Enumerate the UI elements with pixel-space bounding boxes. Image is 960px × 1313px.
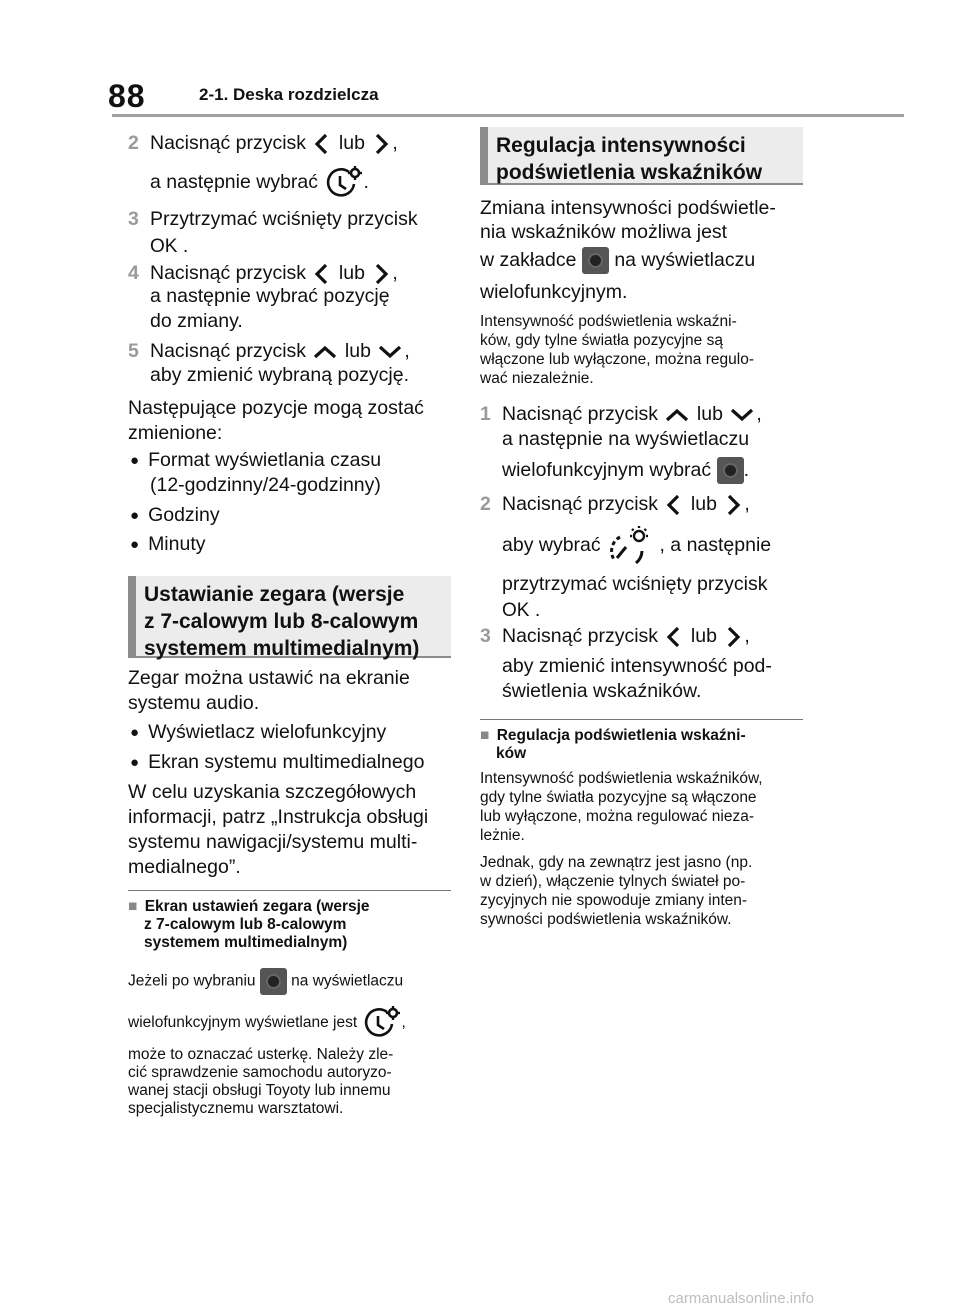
chevron-up-icon xyxy=(311,341,339,363)
paragraph: zmienione: xyxy=(128,422,223,444)
chevron-up-icon xyxy=(663,404,691,426)
note-text: Jeżeli po wybraniu xyxy=(128,972,256,990)
lub-text: lub xyxy=(338,132,365,154)
step-text: aby wybrać xyxy=(502,534,601,557)
header-rule xyxy=(112,114,904,117)
chevron-right-icon xyxy=(722,624,744,650)
chevron-right-icon xyxy=(370,131,392,157)
step-text: Nacisnąć przycisk xyxy=(502,403,659,425)
chevron-right-icon xyxy=(722,492,744,518)
subsection-heading xyxy=(480,727,803,763)
note-text: może to oznaczać usterkę. Należy zle- xyxy=(128,1046,394,1063)
divider xyxy=(128,890,451,891)
note-text: wanej stacji obsługi Toyoty lub innemu xyxy=(128,1082,391,1099)
settings-tab-icon xyxy=(260,968,287,995)
paragraph: Zmiana intensywności podświetle- xyxy=(480,197,776,219)
bullet-item: ● Ekran systemu multimedialnego xyxy=(130,749,424,776)
period: . xyxy=(182,235,189,257)
brightness-adjust-icon xyxy=(606,525,654,567)
clock-settings-icon xyxy=(323,166,363,200)
note-text: zycyjnych nie spowoduje zmiany inten- xyxy=(480,892,748,909)
step-text: przytrzymać wciśnięty przycisk xyxy=(502,573,768,595)
paragraph: Zegar można ustawić na ekranie xyxy=(128,667,410,689)
step-number: 2 xyxy=(480,493,491,515)
comma: , xyxy=(401,1014,406,1032)
sub-line: z 7-calowym lub 8-calowym xyxy=(144,916,347,933)
paragraph: systemu nawigacji/systemu multi- xyxy=(128,831,418,853)
step-text: Nacisnąć przycisk xyxy=(502,493,659,515)
step-number: 5 xyxy=(128,340,139,362)
note-text: specjalistycznemu warsztatowi. xyxy=(128,1100,344,1117)
step-text: a następnie na wyświetlaczu xyxy=(502,428,750,450)
comma: , xyxy=(756,403,762,425)
page-number: 88 xyxy=(108,78,146,114)
lub-text: lub xyxy=(338,262,365,284)
bullet-item-cont: (12-godzinny/24-godzinny) xyxy=(150,474,381,496)
step-number: 3 xyxy=(128,208,139,230)
paragraph xyxy=(480,247,755,274)
settings-tab-icon xyxy=(717,457,744,484)
step-text: , a następnie xyxy=(659,534,772,557)
chevron-left-icon xyxy=(663,492,685,518)
step-text: aby zmienić intensywność pod- xyxy=(502,655,772,677)
note-text: lub wyłączone, można regulować nieza- xyxy=(480,808,754,825)
note-text: gdy tylne światła pozycyjne są włączone xyxy=(480,789,757,806)
paragraph: informacji, patrz „Instrukcja obsługi xyxy=(128,806,429,828)
note-text: Jednak, gdy na zewnątrz jest jasno (np. xyxy=(480,854,753,871)
bullet-item: ● Godziny xyxy=(130,502,220,529)
divider xyxy=(480,719,803,720)
paragraph: nia wskaźników możliwa jest xyxy=(480,221,728,243)
bullet-item: ● Format wyświetlania czasu xyxy=(130,447,381,474)
step-text: do zmiany. xyxy=(150,310,243,332)
step-text: a następnie wybrać xyxy=(150,171,319,194)
note-text: Intensywność podświetlenia wskaźni- xyxy=(480,313,737,330)
paragraph: Następujące pozycje mogą zostać xyxy=(128,397,424,419)
period: . xyxy=(363,171,369,194)
sub-line: Ekran ustawień zegara (wersje xyxy=(144,898,370,915)
paragraph: wielofunkcyjnym. xyxy=(480,281,628,303)
box-line: Ustawianie zegara (wersje xyxy=(144,583,405,606)
note-text: na wyświetlaczu xyxy=(291,972,404,990)
note-text: Intensywność podświetlenia wskaźników, xyxy=(480,770,763,787)
chevron-down-icon xyxy=(376,341,404,363)
box-line: podświetlenia wskaźników xyxy=(496,161,763,184)
step-text: świetlenia wskaźników. xyxy=(502,680,702,702)
period: . xyxy=(534,599,541,621)
step-text: Nacisnąć przycisk xyxy=(502,625,659,647)
period: . xyxy=(743,459,749,481)
step-number: 1 xyxy=(480,403,491,425)
step-text: aby zmienić wybraną pozycję. xyxy=(150,364,410,386)
subsection-heading xyxy=(128,898,451,952)
sub-line: ków xyxy=(496,745,527,762)
step-text: Nacisnąć przycisk xyxy=(150,340,307,362)
paragraph: W celu uzyskania szczegółowych xyxy=(128,781,417,803)
note-text: cić sprawdzenie samochodu autoryzo- xyxy=(128,1064,392,1081)
step-text: Nacisnąć przycisk xyxy=(150,132,307,154)
comma: , xyxy=(392,132,398,154)
note-text: włączone lub wyłączone, można regulo- xyxy=(480,351,754,368)
step-number: 3 xyxy=(480,625,491,647)
note-text: ków, gdy tylne światła pozycyjne są xyxy=(480,332,723,349)
settings-tab-icon xyxy=(582,247,609,274)
box-line: z 7-calowym lub 8-calowym xyxy=(144,610,419,633)
note-text: sywności podświetlenia wskaźników. xyxy=(480,911,732,928)
chevron-left-icon xyxy=(311,131,333,157)
note-text: wać niezależnie. xyxy=(480,370,594,387)
section-box-brightness xyxy=(480,127,803,185)
ok-button-glyph: OK xyxy=(150,236,178,257)
comma: , xyxy=(392,262,398,284)
step-text: Nacisnąć przycisk xyxy=(150,262,307,284)
ok-button-glyph: OK xyxy=(502,600,530,621)
step-number: 2 xyxy=(128,132,139,154)
note-text: leżnie. xyxy=(480,827,525,844)
comma: , xyxy=(404,340,410,362)
sub-line: Regulacja podświetlenia wskaźni- xyxy=(496,727,746,744)
box-line: Regulacja intensywności xyxy=(496,134,746,157)
step-number: 4 xyxy=(128,262,139,284)
section-box-clock xyxy=(128,576,451,658)
step-text: a następnie wybrać pozycję xyxy=(150,285,390,307)
sub-line: systemem multimedialnym) xyxy=(144,934,348,951)
chevron-down-icon xyxy=(728,404,756,426)
paragraph: medialnego”. xyxy=(128,856,241,878)
note-line xyxy=(128,1006,406,1040)
box-line: systemem multimedialnym) xyxy=(144,637,420,660)
paragraph-text: na wyświetlaczu xyxy=(614,249,756,271)
comma: , xyxy=(744,625,750,647)
lub-text: lub xyxy=(690,625,717,647)
note-text: w dzień), włączenie tylnych świateł po- xyxy=(480,873,746,890)
watermark: carmanualsonline.info xyxy=(668,1290,814,1307)
lub-text: lub xyxy=(344,340,371,362)
step-text: Przytrzymać wciśnięty przycisk xyxy=(150,208,418,230)
bullet-item: ● Minuty xyxy=(130,531,206,558)
step-text: wielofunkcyjnym wybrać xyxy=(502,459,712,481)
section-title: 2-1. Deska rozdzielcza xyxy=(199,85,379,104)
paragraph: systemu audio. xyxy=(128,692,260,714)
clock-settings-icon xyxy=(361,1006,401,1040)
chevron-left-icon xyxy=(663,624,685,650)
bullet-item: ● Wyświetlacz wielofunkcyjny xyxy=(130,719,386,746)
note-text: wielofunkcyjnym wyświetlane jest xyxy=(128,1014,358,1032)
lub-text: lub xyxy=(690,493,717,515)
lub-text: lub xyxy=(696,403,723,425)
paragraph-text: w zakładce xyxy=(480,249,577,271)
note-line xyxy=(128,968,403,995)
comma: , xyxy=(744,493,750,515)
